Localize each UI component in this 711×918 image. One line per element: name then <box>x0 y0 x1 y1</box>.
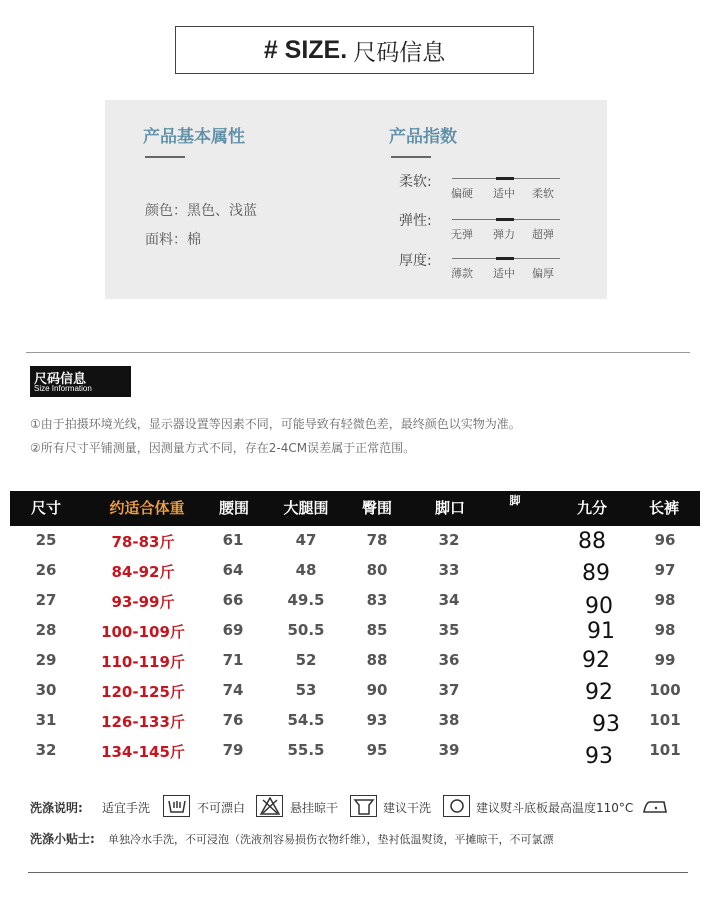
hang-dry-icon <box>350 795 377 817</box>
note-measurement: ②所有尺寸平铺测量，因测量方式不同，存在2-4CM误差属于正常范围。 <box>30 441 416 455</box>
cell-waist: 74 <box>222 681 244 699</box>
softness-label: 柔软: <box>399 174 432 190</box>
thickness-tick-low: 薄款 <box>451 267 473 280</box>
thickness-tick-high: 偏厚 <box>532 267 554 280</box>
no-bleach-icon <box>256 795 283 817</box>
elasticity-tick-low: 无弹 <box>451 228 473 241</box>
cell-hip: 90 <box>366 681 388 699</box>
elasticity-label: 弹性: <box>399 213 432 229</box>
cell-hip: 95 <box>366 741 388 759</box>
size-table-header <box>10 491 700 526</box>
header-waist: 腰围 <box>218 499 249 517</box>
cell-hem: 38 <box>438 711 460 729</box>
wash-bleach-text: 不可漂白 <box>197 801 246 815</box>
cell-hip: 85 <box>366 621 388 639</box>
size-tag-cn: 尺码信息 <box>34 372 87 387</box>
cell-long: 96 <box>654 531 676 549</box>
header-hip: 臀围 <box>361 499 392 517</box>
size-header-box <box>175 26 534 74</box>
cell-waist: 64 <box>222 561 244 579</box>
cell-hip: 93 <box>366 711 388 729</box>
wash-hang-text: 悬挂晾干 <box>290 801 339 815</box>
cell-weight: 100-109斤 <box>101 623 185 641</box>
cell-long: 101 <box>649 741 681 759</box>
cell-size: 25 <box>35 531 57 549</box>
cell-long: 99 <box>654 651 676 669</box>
index-title-underline <box>391 156 431 158</box>
header-size: 尺寸 <box>30 499 61 517</box>
cell-hip: 78 <box>366 531 388 549</box>
cell-hem: 33 <box>438 561 460 579</box>
cell-nine-tenths: 90 <box>585 594 613 619</box>
cell-weight: 126-133斤 <box>101 713 185 731</box>
cell-long: 97 <box>654 561 676 579</box>
cell-thigh: 47 <box>295 531 317 549</box>
cell-nine-tenths: 93 <box>585 744 613 769</box>
header-weight: 约适合体重 <box>109 499 185 517</box>
cell-long: 98 <box>654 621 676 639</box>
elasticity-tick-high: 超弹 <box>532 228 554 241</box>
cell-hem: 32 <box>438 531 460 549</box>
cell-size: 31 <box>35 711 57 729</box>
cell-weight: 93-99斤 <box>111 593 175 611</box>
header-partial: 脚 <box>509 494 521 507</box>
cell-nine-tenths: 88 <box>578 529 606 554</box>
cell-weight: 120-125斤 <box>101 683 185 701</box>
cell-waist: 66 <box>222 591 244 609</box>
cell-size: 32 <box>35 741 57 759</box>
cell-weight: 84-92斤 <box>111 563 175 581</box>
cell-waist: 79 <box>222 741 244 759</box>
cell-nine-tenths: 89 <box>582 561 610 586</box>
softness-tick-mid: 适中 <box>493 187 515 200</box>
cell-waist: 76 <box>222 711 244 729</box>
cell-hip: 88 <box>366 651 388 669</box>
basic-title-underline <box>145 156 185 158</box>
cell-hip: 80 <box>366 561 388 579</box>
cell-hem: 35 <box>438 621 460 639</box>
thickness-tick-mid: 适中 <box>493 267 515 280</box>
basic-attributes-title: 产品基本属性 <box>143 127 245 147</box>
header-cn-title: 尺码信息 <box>353 39 446 66</box>
cell-hip: 83 <box>366 591 388 609</box>
iron-icon <box>641 795 668 817</box>
cell-nine-tenths: 91 <box>587 619 615 644</box>
softness-marker <box>496 177 514 180</box>
size-info-tag <box>30 366 131 397</box>
cell-long: 98 <box>654 591 676 609</box>
cell-thigh: 53 <box>295 681 317 699</box>
header-en-title: # SIZE. <box>263 35 348 64</box>
cell-thigh: 55.5 <box>287 741 325 759</box>
cell-weight: 134-145斤 <box>101 743 185 761</box>
wash-hand-text: 适宜手洗 <box>102 801 151 815</box>
cell-waist: 71 <box>222 651 244 669</box>
wash-dryclean-text: 建议干洗 <box>383 801 432 815</box>
cell-weight: 110-119斤 <box>101 653 185 671</box>
product-info-panel <box>105 100 607 299</box>
cell-hem: 34 <box>438 591 460 609</box>
elasticity-marker <box>496 218 514 221</box>
bottom-divider <box>28 872 688 873</box>
cell-waist: 61 <box>222 531 244 549</box>
cell-thigh: 52 <box>295 651 317 669</box>
wash-iron-text: 建议熨斗底板最高温度110°C <box>476 801 634 815</box>
cell-size: 26 <box>35 561 57 579</box>
note-color-difference: ①由于拍摄环境光线，显示器设置等因素不同，可能导致有轻微色差，最终颜色以实物为准。 <box>30 417 521 431</box>
product-index-title: 产品指数 <box>389 127 457 147</box>
header-thigh: 大腿围 <box>283 499 329 517</box>
cell-nine-tenths: 92 <box>582 648 610 673</box>
wash-tip-text: 单独冷水手洗，不可浸泡（洗液剂容易损伤衣物纤维），垫衬低温熨烫，平摊晾干，不可氯漂 <box>108 833 554 846</box>
section-divider <box>26 352 690 353</box>
cell-thigh: 50.5 <box>287 621 325 639</box>
cell-long: 101 <box>649 711 681 729</box>
thickness-marker <box>496 257 514 260</box>
fabric-attribute: 面料：棉 <box>145 232 201 248</box>
header-nine-tenths: 九分 <box>576 499 607 517</box>
softness-tick-low: 偏硬 <box>451 187 473 200</box>
wash-tip-label: 洗涤小贴士: <box>30 832 95 846</box>
size-tag-en: Size Information <box>34 384 92 393</box>
cell-thigh: 48 <box>295 561 317 579</box>
cell-size: 29 <box>35 651 57 669</box>
cell-hem: 36 <box>438 651 460 669</box>
cell-thigh: 49.5 <box>287 591 325 609</box>
dry-clean-icon <box>443 795 470 817</box>
cell-thigh: 54.5 <box>287 711 325 729</box>
cell-size: 30 <box>35 681 57 699</box>
elasticity-tick-mid: 弹力 <box>493 228 515 241</box>
cell-nine-tenths: 92 <box>585 680 613 705</box>
header-long: 长裤 <box>648 499 679 517</box>
header-hem: 脚口 <box>434 499 465 517</box>
cell-hem: 39 <box>438 741 460 759</box>
cell-size: 28 <box>35 621 57 639</box>
color-attribute: 颜色：黑色、浅蓝 <box>145 203 257 219</box>
thickness-label: 厚度: <box>399 253 432 269</box>
cell-long: 100 <box>649 681 681 699</box>
cell-size: 27 <box>35 591 57 609</box>
wash-label: 洗涤说明: <box>30 801 83 815</box>
softness-tick-high: 柔软 <box>532 187 554 200</box>
hand-wash-icon <box>163 795 190 817</box>
cell-weight: 78-83斤 <box>111 533 175 551</box>
cell-hem: 37 <box>438 681 460 699</box>
cell-waist: 69 <box>222 621 244 639</box>
cell-nine-tenths: 93 <box>592 712 620 737</box>
